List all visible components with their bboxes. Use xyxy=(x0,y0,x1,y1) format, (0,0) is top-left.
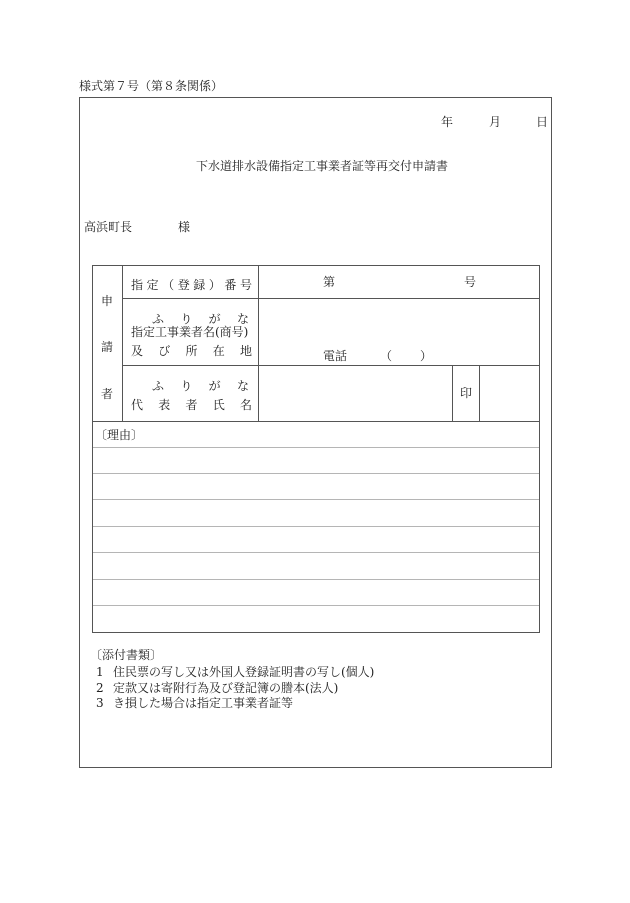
date-month: 月 xyxy=(489,115,502,129)
date-year: 年 xyxy=(441,115,454,129)
applicant-label-1: 申 xyxy=(100,294,113,308)
addressee-honorific: 様 xyxy=(178,220,191,234)
seal-mark: 印 xyxy=(460,386,473,400)
reason-line xyxy=(93,552,539,553)
applicant-label-3: 者 xyxy=(100,387,113,401)
reason-line xyxy=(93,473,539,474)
company-name-label: 指定工事業者名(商号) xyxy=(131,325,249,339)
reason-line xyxy=(93,605,539,606)
registration-prefix: 第 xyxy=(323,275,336,289)
document-title: 下水道排水設備指定工事業者証等再交付申請書 xyxy=(196,159,449,173)
applicant-label-2: 請 xyxy=(100,340,113,354)
form-number: 様式第７号（第８条関係） xyxy=(79,79,224,93)
reason-line xyxy=(93,526,539,527)
attachment-num-2: 2 xyxy=(96,681,104,695)
reason-line xyxy=(93,499,539,500)
attachment-text-3: き損した場合は指定工事業者証等 xyxy=(113,696,294,710)
registration-suffix: 号 xyxy=(464,275,477,289)
address-label: 及 び 所 在 地 xyxy=(131,344,252,358)
attachments-title: 〔添付書類〕 xyxy=(90,648,163,662)
reason-label: 〔理由〕 xyxy=(95,428,144,442)
attachment-text-1: 住民票の写し又は外国人登録証明書の写し(個人) xyxy=(113,665,375,679)
phone-paren-close: ） xyxy=(420,349,433,363)
representative-name-label: 代 表 者 氏 名 xyxy=(131,398,252,412)
attachment-text-2: 定款又は寄附行為及び登記簿の謄本(法人) xyxy=(113,681,339,695)
reason-line xyxy=(93,579,539,580)
date-day: 日 xyxy=(536,115,549,129)
company-furigana-label: ふ り が な xyxy=(152,312,249,326)
attachment-num-3: 3 xyxy=(96,696,104,710)
phone-paren-open: （ xyxy=(380,349,393,363)
addressee-name: 高浜町長 xyxy=(84,220,133,234)
registration-number-label: 指 定 （ 登 録 ） 番 号 xyxy=(131,278,252,292)
representative-furigana-label: ふ り が な xyxy=(152,379,249,393)
phone-label: 電話 xyxy=(323,349,348,363)
reason-line xyxy=(93,447,539,448)
attachment-num-1: 1 xyxy=(96,665,104,679)
